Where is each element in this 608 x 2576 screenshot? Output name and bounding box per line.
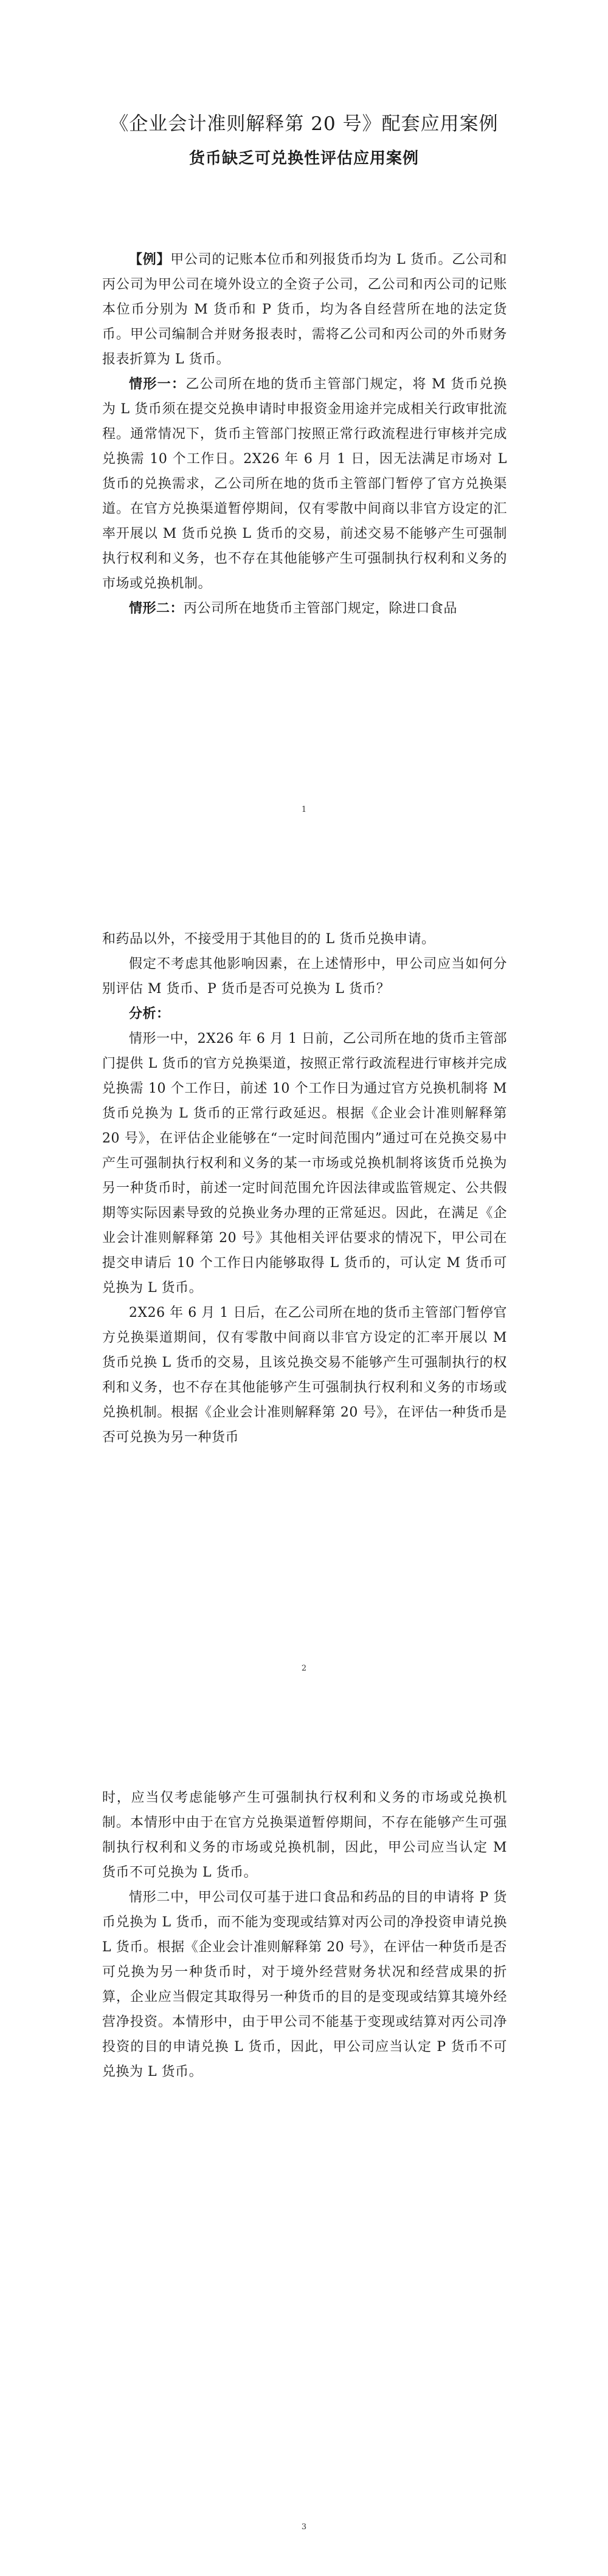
document-subtitle: 货币缺乏可兑换性评估应用案例 [188, 149, 419, 168]
example-label: 【例】 [129, 252, 171, 267]
case2-label: 情形二： [129, 600, 184, 616]
question-paragraph: 假定不考虑其他影响因素，在上述情形中，甲公司应当如何分别评估 M 货币、P 货币是否可兑换为 L 货币？ [102, 957, 507, 997]
example-paragraph [102, 247, 507, 372]
case1-paragraph [102, 372, 507, 596]
page1-body [102, 247, 507, 621]
case2-text: 丙公司所在地货币主管部门规定，除进口食品 [184, 601, 458, 616]
document-page-2 [0, 859, 608, 1717]
analysis-case1-part2-paragraph: 2X26 年 6 月 1 日后，在乙公司所在地的货币主管部门暂停官方兑换渠道期间，仅有零散中间商以非官方设定的汇率开展以 M 货币兑换 L 货币的交易，且该兑换交易不能够产生可强制执行的权利和义务，也不存在其他能够产生可强制执行权利和义务的市场或兑换机制。根据《企业会计准则解释第 20 号》，在评估一种货币是否可兑换为另一种货币 [102, 1305, 507, 1445]
document-title: 《企业会计准则解释第 20 号》配套应用案例 [109, 113, 499, 135]
page-number: 1 [301, 805, 307, 814]
case1-label: 情形一： [129, 376, 186, 392]
example-text: 甲公司的记账本位币和列报货币均为 L 货币。乙公司和丙公司为甲公司在境外设立的全资子公司，乙公司和丙公司的记账本位币分别为 M 货币和 P 货币，均为各自经营所在地的法定货币。甲公司编制合并财务报表时，需将乙公司和丙公司的外币财务报表折算为 L 货币。 [102, 252, 507, 367]
analysis-case1-continued: 时，应当仅考虑能够产生可强制执行权利和义务的市场或兑换机制。本情形中由于在官方兑换渠道暂停期间，不存在能够产生可强制执行权利和义务的市场或兑换机制，因此，甲公司应当认定 M 货币不可兑换为 L 货币。 [102, 1790, 507, 1880]
document-page-1 [0, 0, 608, 859]
analysis-case1-paragraph: 情形一中，2X26 年 6 月 1 日前，乙公司所在地的货币主管部门提供 L 货币的官方兑换渠道，按照正常行政流程进行审核并完成兑换需 10 个工作日，前述 10 个工作日为通过官方兑换机制将 M 货币兑换为 L 货币的正常行政延迟。根据《企业会计准则解释第 20 号》，在评估企业能够在“一定时间范围内”通过可在兑换交易中产生可强制执行权利和义务的某一市场或兑换机制将该货币兑换为另一种货币时，前述一定时间范围允许因法律或监管规定、公共假期等实际因素导致的兑换业务办理的正常延迟。因此，在满足《企业会计准则解释第 20 号》其他相关评估要求的情况下，甲公司在提交申请后 10 个工作日内能够取得 L 货币的，可认定 M 货币可兑换为 L 货币。 [102, 1031, 507, 1296]
case2-paragraph [102, 596, 507, 621]
page-number: 3 [301, 2523, 307, 2532]
page3-body [102, 1785, 507, 2084]
analysis-case2-paragraph: 情形二中，甲公司仅可基于进口食品和药品的目的申请将 P 货币兑换为 L 货币，而不能为变现或结算对丙公司的净投资申请兑换 L 货币。根据《企业会计准则解释第 20 号》，在评估一种货币是否可兑换为另一种货币时，对于境外经营财务状况和经营成果的折算，企业应当假定其取得另一种货币的目的是变现或结算其境外经营净投资。本情形中，由于甲公司不能基于变现或结算对丙公司净投资的目的申请兑换 L 货币，因此，甲公司应当认定 P 货币不可兑换为 L 货币。 [102, 1890, 507, 2080]
case2-continued: 和药品以外，不接受用于其他目的的 L 货币兑换申请。 [102, 932, 435, 947]
page-number: 2 [301, 1664, 307, 1673]
analysis-label: 分析： [129, 1006, 170, 1022]
page2-body [102, 927, 507, 1450]
document-page-3 [0, 1717, 608, 2576]
case1-text: 乙公司所在地的货币主管部门规定，将 M 货币兑换为 L 货币须在提交兑换申请时申报资金用途并完成相关行政审批流程。通常情况下，货币主管部门按照正常行政流程进行审核并完成兑换需 10 个工作日。2X26 年 6 月 1 日，因无法满足市场对 L 货币的兑换需求，乙公司所在地的货币主管部门暂停了官方兑换渠道。在官方兑换渠道暂停期间，仅有零散中间商以非官方设定的汇率开展以 M 货币兑换 L 货币的交易，前述交易不能够产生可强制执行权利和义务，也不存在其他能够产生可强制执行权利和义务的市场或兑换机制。 [102, 377, 507, 591]
